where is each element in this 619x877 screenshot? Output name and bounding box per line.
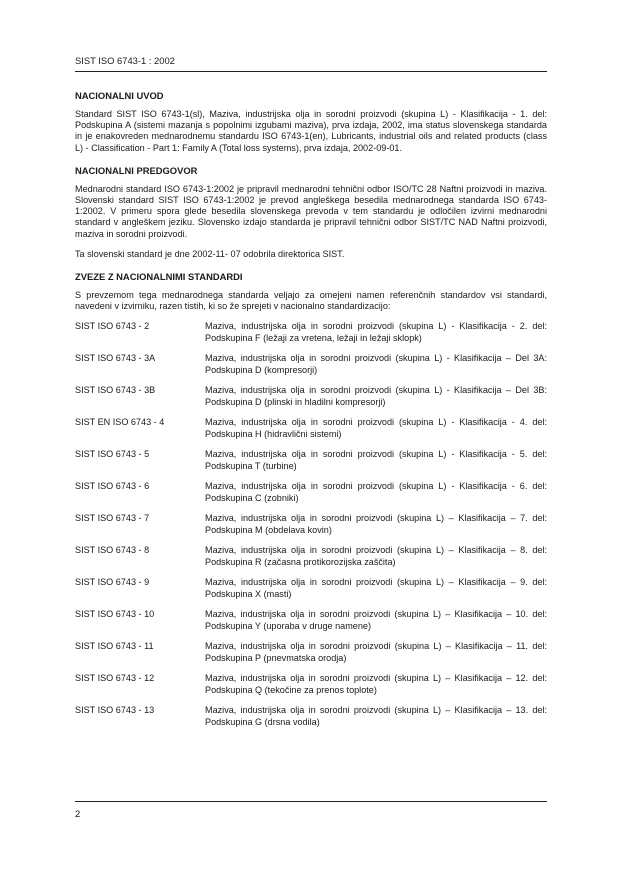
- section-title-zveze: ZVEZE Z NACIONALNIMI STANDARDI: [75, 271, 243, 283]
- table-row: [75, 385, 547, 407]
- table-row: [75, 449, 547, 471]
- page-number: 2: [75, 801, 547, 819]
- standard-title: Maziva, industrijska olja in sorodni proizvodi (skupina L) – Klasifikacija – 9. del: Podskupina X (masti): [205, 577, 547, 599]
- standard-title: Maziva, industrijska olja in sorodni proizvodi (skupina L) - Klasifikacija – Del 3A: Podskupina D (kompresorji): [205, 353, 547, 375]
- zveze-intro: S prevzemom tega mednarodnega standarda veljajo za omejeni namen referenčnih standardov vsi standardi, navedeni v izvirniku, razen tistih, ki so že sprejeti v nacionalno standardizacijo:: [75, 290, 547, 312]
- page-body: [75, 55, 547, 737]
- standard-code: SIST ISO 6743 - 6: [75, 481, 150, 492]
- standard-code: SIST ISO 6743 - 2: [75, 321, 150, 332]
- standard-code: SIST ISO 6743 - 12: [75, 673, 155, 684]
- standard-code: SIST ISO 6743 - 8: [75, 545, 150, 556]
- standard-title: Maziva, industrijska olja in sorodni proizvodi (skupina L) - Klasifikacija - 6. del: Podskupina C (zobniki): [205, 481, 547, 503]
- table-row: [75, 577, 547, 599]
- reference-table: [75, 321, 547, 727]
- standard-title: Maziva, industrijska olja in sorodni proizvodi (skupina L) - Klasifikacija - 4. del: Podskupina H (hidravlični sistemi): [205, 417, 547, 439]
- approval-paragraph: Ta slovenski standard je dne 2002-11- 07 odobrila direktorica SIST.: [75, 248, 345, 259]
- standard-title: Maziva, industrijska olja in sorodni proizvodi (skupina L) - Klasifikacija – Del 3B: Podskupina D (plinski in hladilni kompresorji): [205, 385, 547, 407]
- uvod-paragraph: Standard SIST ISO 6743-1(sl), Maziva, industrijska olja in sorodni proizvodi (skupina L) - Klasifikacija - 1. del: Podskupina A (sistemi mazanja s popolnimi izgubami maziva), prva izdaja, 2002, ima status slovenskega standarda in je enakovreden mednarodnemu standardu ISO 6743-1(en), Lubricants, industrial oils and related products (class L) - Classification - Part 1: Family A (Total loss systems), prva izdaja, 2002-09-01.: [75, 109, 547, 153]
- table-row: [75, 545, 547, 567]
- section-title-uvod: NACIONALNI UVOD: [75, 90, 164, 101]
- table-row: [75, 353, 547, 375]
- standard-code: SIST ISO 6743 - 9: [75, 577, 150, 588]
- standard-code: SIST ISO 6743 - 10: [75, 609, 155, 620]
- section-title-predgovor: NACIONALNI PREDGOVOR: [75, 164, 198, 176]
- table-row: [75, 641, 547, 663]
- standard-code: SIST ISO 6743 - 3B: [75, 385, 156, 396]
- standard-title: Maziva, industrijska olja in sorodni proizvodi (skupina L) – Klasifikacija – 13. del: Podskupina G (drsna vodila): [205, 705, 547, 727]
- standard-code: SIST ISO 6743 - 13: [75, 705, 155, 716]
- table-row: [75, 513, 547, 535]
- standard-title: Maziva, industrijska olja in sorodni proizvodi (skupina L) – Klasifikacija – 11. del: Podskupina P (pnevmatska orodja): [205, 641, 547, 663]
- table-row: [75, 481, 547, 503]
- standard-title: Maziva, industrijska olja in sorodni proizvodi (skupina L) – Klasifikacija – 10. del: Podskupina Y (uporaba v druge namene): [205, 609, 547, 631]
- table-row: [75, 673, 547, 695]
- table-row: [75, 705, 547, 727]
- standard-code: SIST ISO 6743 - 11: [75, 641, 154, 652]
- standard-code: SIST EN ISO 6743 - 4: [75, 417, 165, 428]
- running-header: SIST ISO 6743-1 : 2002: [75, 55, 547, 72]
- standard-title: Maziva, industrijska olja in sorodni proizvodi (skupina L) – Klasifikacija – 12. del: Podskupina Q (tekočine za prenos toplote): [205, 673, 547, 695]
- standard-title: Maziva, industrijska olja in sorodni proizvodi (skupina L) – Klasifikacija – 8. del: Podskupina R (začasna protikorozijska zaščita): [205, 545, 547, 567]
- standard-title: Maziva, industrijska olja in sorodni proizvodi (skupina L) - Klasifikacija - 2. del: Podskupina F (ležaji za vretena, ležaji in ležaji sklopk): [205, 321, 547, 343]
- standard-code: SIST ISO 6743 - 5: [75, 449, 150, 460]
- table-row: [75, 417, 547, 439]
- standard-title: Maziva, industrijska olja in sorodni proizvodi (skupina L) – Klasifikacija – 7. del: Podskupina M (obdelava kovin): [205, 513, 547, 535]
- predgovor-paragraph: Mednarodni standard ISO 6743-1:2002 je pripravil mednarodni tehnični odbor ISO/TC 28 Naftni proizvodi in maziva. Slovenski standard SIST ISO 6743-1:2002 je prevod angleškega besedila mednarodnega standarda ISO 6743-1:2002. V primeru spora glede besedila slovenskega prevoda v tem standardu je odločilen izvirni mednarodni standard v angleškem jeziku. Slovensko izdajo standarda je pripravil tehnični odbor SIST/TC NAD Naftni proizvodi, maziva in sorodni proizvodi.: [75, 183, 547, 239]
- standard-code: SIST ISO 6743 - 7: [75, 513, 150, 524]
- table-row: [75, 321, 547, 343]
- standard-title: Maziva, industrijska olja in sorodni proizvodi (skupina L) - Klasifikacija - 5. del: Podskupina T (turbine): [205, 449, 547, 471]
- table-row: [75, 609, 547, 631]
- standard-code: SIST ISO 6743 - 3A: [75, 353, 156, 364]
